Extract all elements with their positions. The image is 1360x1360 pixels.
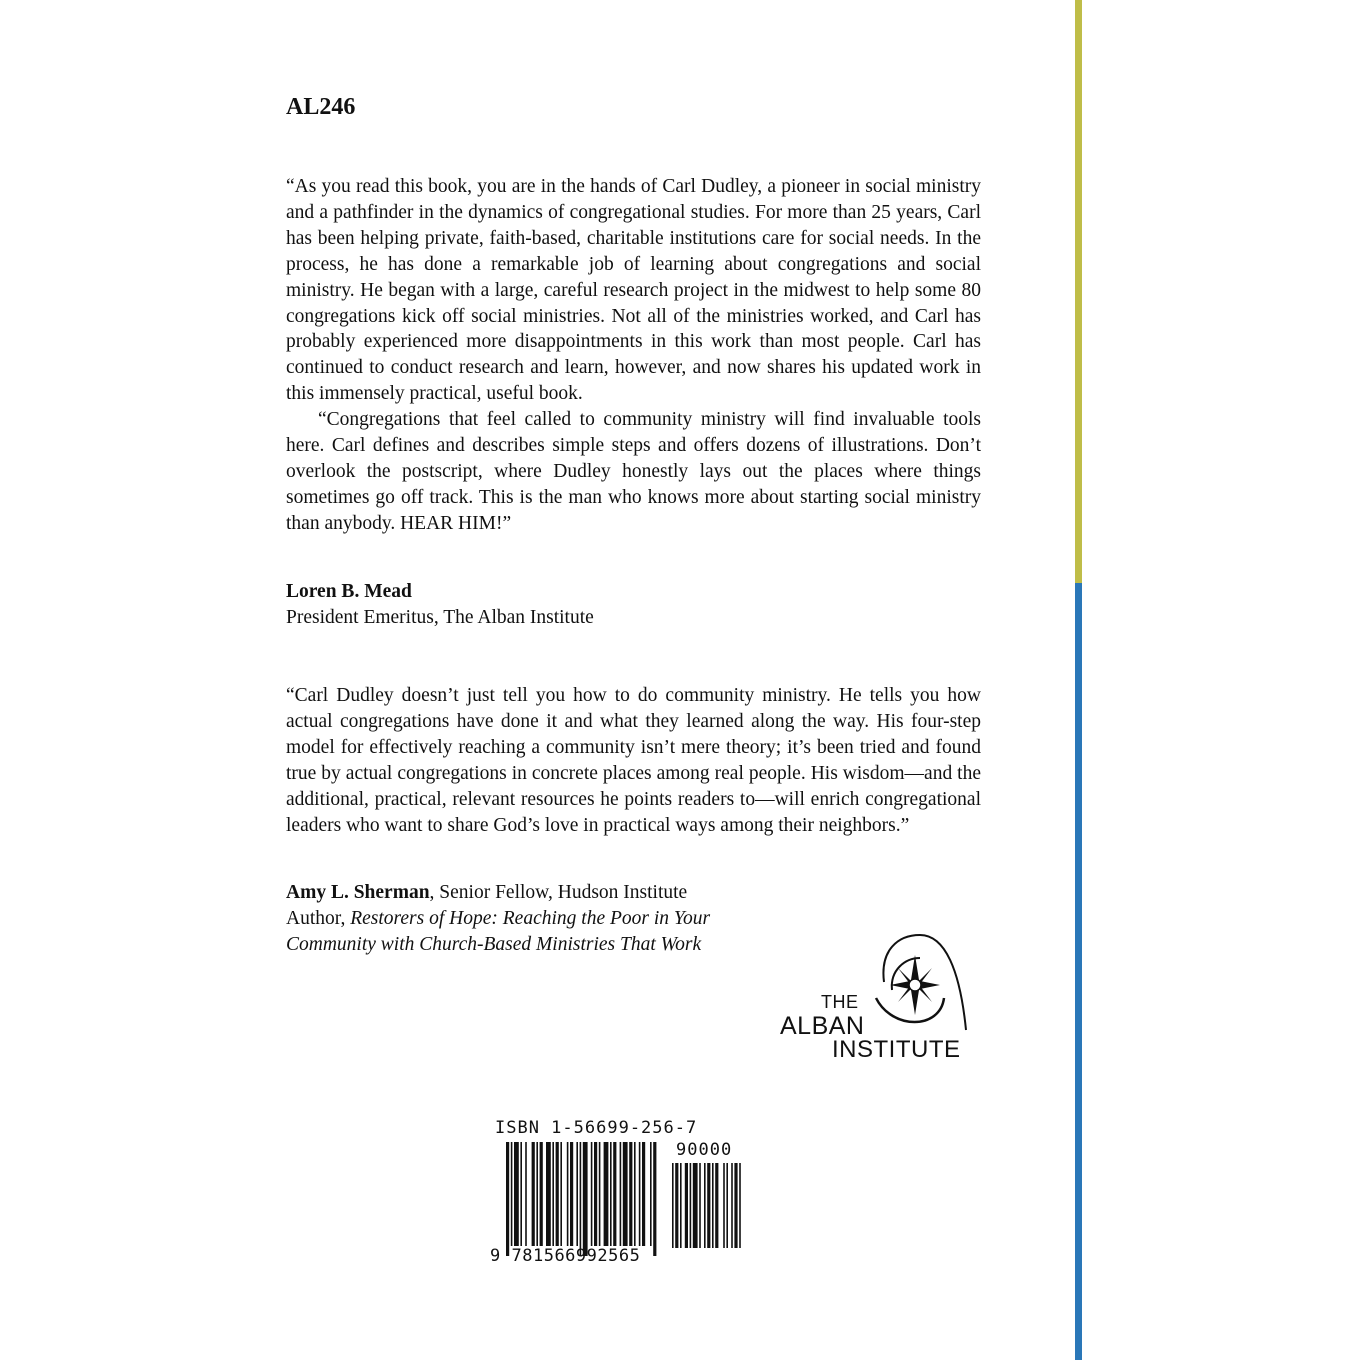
barcode-bar xyxy=(520,1142,522,1246)
barcode-bar xyxy=(653,1142,656,1256)
author-affiliation: , Senior Fellow, Hudson Institute xyxy=(429,882,688,903)
spine-stripe-blue xyxy=(1075,583,1082,1360)
addon-bar xyxy=(731,1163,733,1248)
barcode-bar xyxy=(610,1142,612,1246)
barcode-bar xyxy=(532,1142,535,1246)
endorsement-paragraph: “As you read this book, you are in the hands of Carl Dudley, a pioneer in social ministry and a pathfinder in the dynamics of congregational studies. For more than 25 years, Carl has been helping private, faith-based, charitable institutions care for social needs. In the process, he has done a remarkable job of learning about congregations and social ministry. He began with a large, careful research project in the midwest to help some 80 congregations kick off social ministries. Not all of the ministries worked, and Carl has probably experienced more disappointments in this work than most people. Carl has continued to conduct research and learn, however, and now shares his updated work in this immensely practical, useful book. xyxy=(286,176,981,405)
barcode-bar xyxy=(506,1142,509,1256)
barcode-bar xyxy=(552,1142,554,1246)
addon-bar xyxy=(685,1163,688,1248)
barcode-bar xyxy=(525,1142,527,1246)
ean-digits xyxy=(490,1246,640,1266)
ean-prefix: 9 xyxy=(490,1246,501,1266)
addon-bar xyxy=(723,1163,725,1248)
barcode-bar xyxy=(546,1142,551,1246)
barcode-bar xyxy=(514,1142,519,1246)
barcode-bar xyxy=(634,1142,636,1246)
addon-bar xyxy=(690,1163,692,1248)
isbn-barcode xyxy=(490,1118,760,1268)
alban-institute-logo xyxy=(780,930,980,1065)
addon-bar xyxy=(715,1163,718,1248)
barcode-bar xyxy=(620,1142,622,1246)
price-code: 90000 xyxy=(676,1140,733,1160)
addon-bar xyxy=(680,1163,682,1248)
catalog-number: AL246 xyxy=(286,94,356,120)
barcode-bar xyxy=(536,1142,538,1246)
barcode-bar xyxy=(599,1142,601,1246)
addon-bar xyxy=(699,1163,701,1248)
author-prefix: Author, xyxy=(286,907,351,929)
isbn-number: ISBN 1-56699-256-7 xyxy=(495,1118,698,1138)
barcode-bar xyxy=(556,1142,559,1246)
addon-bar xyxy=(672,1163,674,1248)
author-title: President Emeritus, The Alban Institute xyxy=(286,606,594,628)
barcode-bar xyxy=(567,1142,569,1246)
addon-bar xyxy=(712,1163,714,1248)
addon-bar xyxy=(693,1163,698,1248)
ean-number: 781566992565 xyxy=(511,1246,641,1266)
barcode-bar xyxy=(591,1142,593,1246)
barcode-bar xyxy=(511,1142,513,1246)
book-title: Restorers of Hope: Reaching the Poor in Your Community with Church-Based Ministries That Work xyxy=(286,907,711,955)
logo-text-the: THE xyxy=(821,992,859,1012)
addon-bar xyxy=(675,1163,678,1248)
addon-bar xyxy=(726,1163,728,1248)
barcode-bar xyxy=(560,1142,562,1246)
barcode-bar xyxy=(604,1142,609,1246)
barcode-bar xyxy=(576,1142,578,1246)
barcode-bar xyxy=(594,1142,597,1246)
barcode-bar xyxy=(623,1142,628,1246)
barcode-bar xyxy=(629,1142,632,1246)
addon-bar xyxy=(739,1163,741,1248)
attribution-mead xyxy=(286,579,594,631)
author-name: Loren B. Mead xyxy=(286,581,412,602)
barcode-bar xyxy=(650,1142,652,1246)
addon-bar xyxy=(704,1163,706,1248)
endorsement-sherman xyxy=(286,683,981,838)
endorsement-mead xyxy=(286,174,981,537)
attribution-sherman xyxy=(286,880,766,958)
barcode-bar xyxy=(580,1142,582,1256)
barcode-bar xyxy=(639,1142,641,1246)
logo-text-institute: INSTITUTE xyxy=(832,1036,961,1063)
endorsement-paragraph: “Congregations that feel called to community ministry will find invaluable tools here. Carl defines and describes simple steps and offers dozens of illustrations. Don’t overlook the postscript, where Dudley honestly lays out the places where things sometimes go off track. This is the man who knows more about starting social ministry than anybody. HEAR HIM!” xyxy=(286,409,981,534)
barcode-bar xyxy=(583,1142,588,1256)
barcode-bar xyxy=(642,1142,645,1246)
addon-bar xyxy=(734,1163,737,1248)
spine-stripe-olive xyxy=(1075,0,1082,583)
author-name: Amy L. Sherman xyxy=(286,882,430,903)
barcode-bar xyxy=(613,1142,616,1246)
endorsement-paragraph: “Carl Dudley doesn’t just tell you how to do community ministry. He tells you how actual congregations have done it and what they learned along the way. His four-step model for effectively reaching a community isn’t mere theory; it’s been tried and found true by actual congregations in concrete places among real people. His wisdom—and the additional, practical, relevant resources he points readers to—will enrich congregational leaders who want to share God’s love in practical ways among their neighbors.” xyxy=(286,685,981,836)
logo-text-alban: ALBAN xyxy=(780,1012,865,1040)
addon-bar xyxy=(707,1163,710,1248)
barcode-bar xyxy=(540,1142,543,1246)
barcode-bar xyxy=(570,1142,573,1246)
